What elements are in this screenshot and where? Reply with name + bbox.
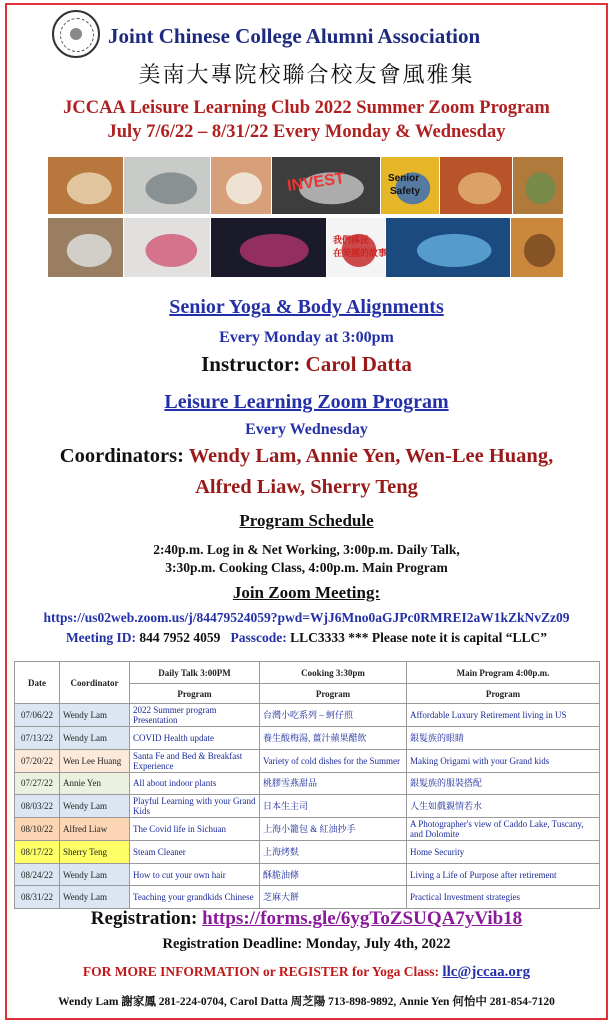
virus-photo bbox=[386, 218, 510, 277]
row-coordinator: Sherry Teng bbox=[60, 841, 130, 864]
row-cooking: 酥脆油條 bbox=[260, 863, 407, 886]
row-coordinator: Alfred Liaw bbox=[60, 818, 130, 841]
row-coordinator: Wendy Lam bbox=[60, 727, 130, 750]
row-cooking: 芝麻大餅 bbox=[260, 886, 407, 909]
table-header-row bbox=[15, 662, 600, 684]
meeting-id-value: 844 7952 4059 bbox=[136, 630, 221, 645]
row-coordinator: Annie Yen bbox=[60, 772, 130, 795]
schedule-line-1: 2:40p.m. Log in & Net Working, 3:00p.m. Daily Talk, bbox=[153, 542, 460, 557]
more-info-line bbox=[0, 964, 613, 981]
yoga-photo bbox=[124, 157, 210, 214]
registration-deadline: Registration Deadline: Monday, July 4th, 2022 bbox=[162, 936, 451, 952]
row-daily-talk: Steam Cleaner bbox=[130, 841, 260, 864]
table-row bbox=[15, 863, 600, 886]
jccaa-seal-logo bbox=[52, 10, 100, 58]
more-info-text: FOR MORE INFORMATION or REGISTER for Yoga Class: bbox=[82, 964, 443, 979]
fried-dumplings-photo bbox=[511, 218, 563, 277]
invest-text: INVEST bbox=[286, 170, 346, 195]
table-row bbox=[15, 795, 600, 818]
org-name-chinese: 美南大專院校聯合校友會風雅集 bbox=[138, 62, 475, 87]
coordinators-label: Coordinators: bbox=[59, 445, 189, 467]
instructor-label: Instructor: bbox=[201, 352, 306, 376]
photo-collage-svg bbox=[48, 157, 563, 277]
row-cooking: 上海小籠包 & 紅油抄手 bbox=[260, 818, 407, 841]
join-zoom-title: Join Zoom Meeting: bbox=[232, 583, 381, 602]
row-coordinator: Wendy Lam bbox=[60, 863, 130, 886]
row-main-program: Home Security bbox=[407, 841, 600, 864]
row-date: 07/27/22 bbox=[15, 772, 60, 795]
subheader-program: Program bbox=[260, 684, 407, 704]
instructor-name: Carol Datta bbox=[305, 352, 412, 376]
subheader-program: Program bbox=[407, 684, 600, 704]
row-daily-talk: Santa Fe and Bed & Breakfast Experience bbox=[130, 749, 260, 772]
table-row bbox=[15, 886, 600, 909]
row-daily-talk: 2022 Summer program Presentation bbox=[130, 704, 260, 727]
zoom-url-link[interactable]: https://us02web.zoom.us/j/84479524059?pwd=WjJ6Mno0aGJPc0RMREI2aW1kZkNvZz09 bbox=[43, 610, 570, 625]
schedule-title: Program Schedule bbox=[239, 511, 374, 530]
row-coordinator: Wendy Lam bbox=[60, 795, 130, 818]
photo-collage bbox=[48, 157, 563, 277]
table-row bbox=[15, 727, 600, 750]
coordinators-line-2: Alfred Liaw, Sherry Teng bbox=[195, 476, 418, 498]
row-cooking: 上海烤麩 bbox=[260, 841, 407, 864]
row-main-program: 銀髮族的眼睛 bbox=[407, 727, 600, 750]
table-row bbox=[15, 772, 600, 795]
row-daily-talk: COVID Health update bbox=[130, 727, 260, 750]
row-daily-talk: The Covid life in Sichuan bbox=[130, 818, 260, 841]
row-cooking: 日本生主司 bbox=[260, 795, 407, 818]
program-dates: July 7/6/22 – 8/31/22 Every Monday & Wednesday bbox=[107, 122, 506, 142]
video-thumbnails-photo bbox=[211, 218, 326, 277]
row-coordinator: Wendy Lam bbox=[60, 704, 130, 727]
row-main-program: Making Origami with your Grand kids bbox=[407, 749, 600, 772]
yoga-instructor bbox=[0, 352, 613, 377]
subheader-program: Program bbox=[130, 684, 260, 704]
hotpot-photo bbox=[440, 157, 512, 214]
cn-story-text-2: 在美國的故事 bbox=[333, 248, 388, 258]
senior-safety-text-2: Safety bbox=[390, 186, 421, 197]
meeting-info bbox=[0, 630, 613, 646]
row-date: 08/24/22 bbox=[15, 863, 60, 886]
schedule-table bbox=[14, 661, 600, 909]
senior-safety-text: Senior bbox=[388, 173, 420, 184]
origami-cranes-photo bbox=[124, 218, 210, 277]
row-main-program: A Photographer's view of Caddo Lake, Tuscany, and Dolomite bbox=[407, 818, 600, 841]
row-cooking: Variety of cold dishes for the Summer bbox=[260, 749, 407, 772]
passcode-label: Passcode: bbox=[230, 630, 287, 645]
leisure-title: Leisure Learning Zoom Program bbox=[164, 391, 449, 413]
row-date: 07/20/22 bbox=[15, 749, 60, 772]
registration-label: Registration: bbox=[90, 908, 203, 929]
eye-anatomy-photo bbox=[211, 157, 271, 214]
table-row bbox=[15, 818, 600, 841]
cn-story-text: 我們移民 bbox=[333, 235, 370, 245]
header-cooking: Cooking 3:30pm bbox=[260, 662, 407, 684]
row-main-program: 人生如戲親情若水 bbox=[407, 795, 600, 818]
coordinators-line-1 bbox=[0, 445, 613, 468]
grandparent-reading-photo bbox=[48, 218, 123, 277]
row-cooking: 桃膠雪燕甜品 bbox=[260, 772, 407, 795]
row-date: 07/13/22 bbox=[15, 727, 60, 750]
header-daily-talk: Daily Talk 3:00PM bbox=[130, 662, 260, 684]
header-date: Date bbox=[15, 662, 60, 704]
leisure-schedule: Every Wednesday bbox=[245, 421, 368, 438]
table-row bbox=[15, 704, 600, 727]
row-daily-talk: Playful Learning with your Grand Kids bbox=[130, 795, 260, 818]
schedule-line-2: 3:30p.m. Cooking Class, 4:00p.m. Main Program bbox=[165, 560, 448, 575]
header-main-program: Main Program 4:00p.m. bbox=[407, 662, 600, 684]
org-name: Joint Chinese College Alumni Association bbox=[108, 24, 481, 48]
row-coordinator: Wendy Lam bbox=[60, 886, 130, 909]
row-date: 08/10/22 bbox=[15, 818, 60, 841]
row-cooking: 台灣小吃系列 – 蚵仔煎 bbox=[260, 704, 407, 727]
row-main-program: 銀髮族的服裝搭配 bbox=[407, 772, 600, 795]
food-dish-photo bbox=[48, 157, 123, 214]
meeting-id-label: Meeting ID: bbox=[65, 630, 137, 645]
row-coordinator: Wen Lee Huang bbox=[60, 749, 130, 772]
email-link[interactable]: llc@jccaa.org bbox=[442, 964, 531, 980]
row-daily-talk: All about indoor plants bbox=[130, 772, 260, 795]
yoga-title: Senior Yoga & Body Alignments bbox=[169, 296, 444, 318]
row-date: 07/06/22 bbox=[15, 704, 60, 727]
registration-link[interactable]: https://forms.gle/6ygToZSUQA7yVib18 bbox=[202, 908, 523, 929]
row-date: 08/17/22 bbox=[15, 841, 60, 864]
program-title: JCCAA Leisure Learning Club 2022 Summer Zoom Program bbox=[63, 98, 550, 118]
passcode-value: LLC3333 *** Please note it is capital “LLC” bbox=[286, 630, 548, 645]
row-main-program: Living a Life of Purpose after retirement bbox=[407, 863, 600, 886]
row-date: 08/31/22 bbox=[15, 886, 60, 909]
contact-phones: Wendy Lam 謝家鳳 281-224-0704, Carol Datta 周芝陽 713-898-9892, Annie Yen 何怡中 281-854-7120 bbox=[58, 996, 555, 1008]
row-date: 08/03/22 bbox=[15, 795, 60, 818]
row-cooking: 養生酸梅湯, 薑汁蘋果醋飲 bbox=[260, 727, 407, 750]
table-row bbox=[15, 841, 600, 864]
yoga-schedule: Every Monday at 3:00pm bbox=[219, 329, 394, 346]
bread-photo bbox=[513, 157, 563, 214]
schedule-table-body bbox=[15, 704, 600, 909]
row-main-program: Practical Investment strategies bbox=[407, 886, 600, 909]
table-row bbox=[15, 749, 600, 772]
row-daily-talk: Teaching your grandkids Chinese bbox=[130, 886, 260, 909]
row-daily-talk: How to cut your own hair bbox=[130, 863, 260, 886]
coordinators-names-1: Wendy Lam, Annie Yen, Wen-Lee Huang, bbox=[188, 445, 554, 467]
header-coordinator: Coordinator bbox=[60, 662, 130, 704]
row-main-program: Affordable Luxury Retirement living in US bbox=[407, 704, 600, 727]
registration-line bbox=[0, 908, 613, 930]
